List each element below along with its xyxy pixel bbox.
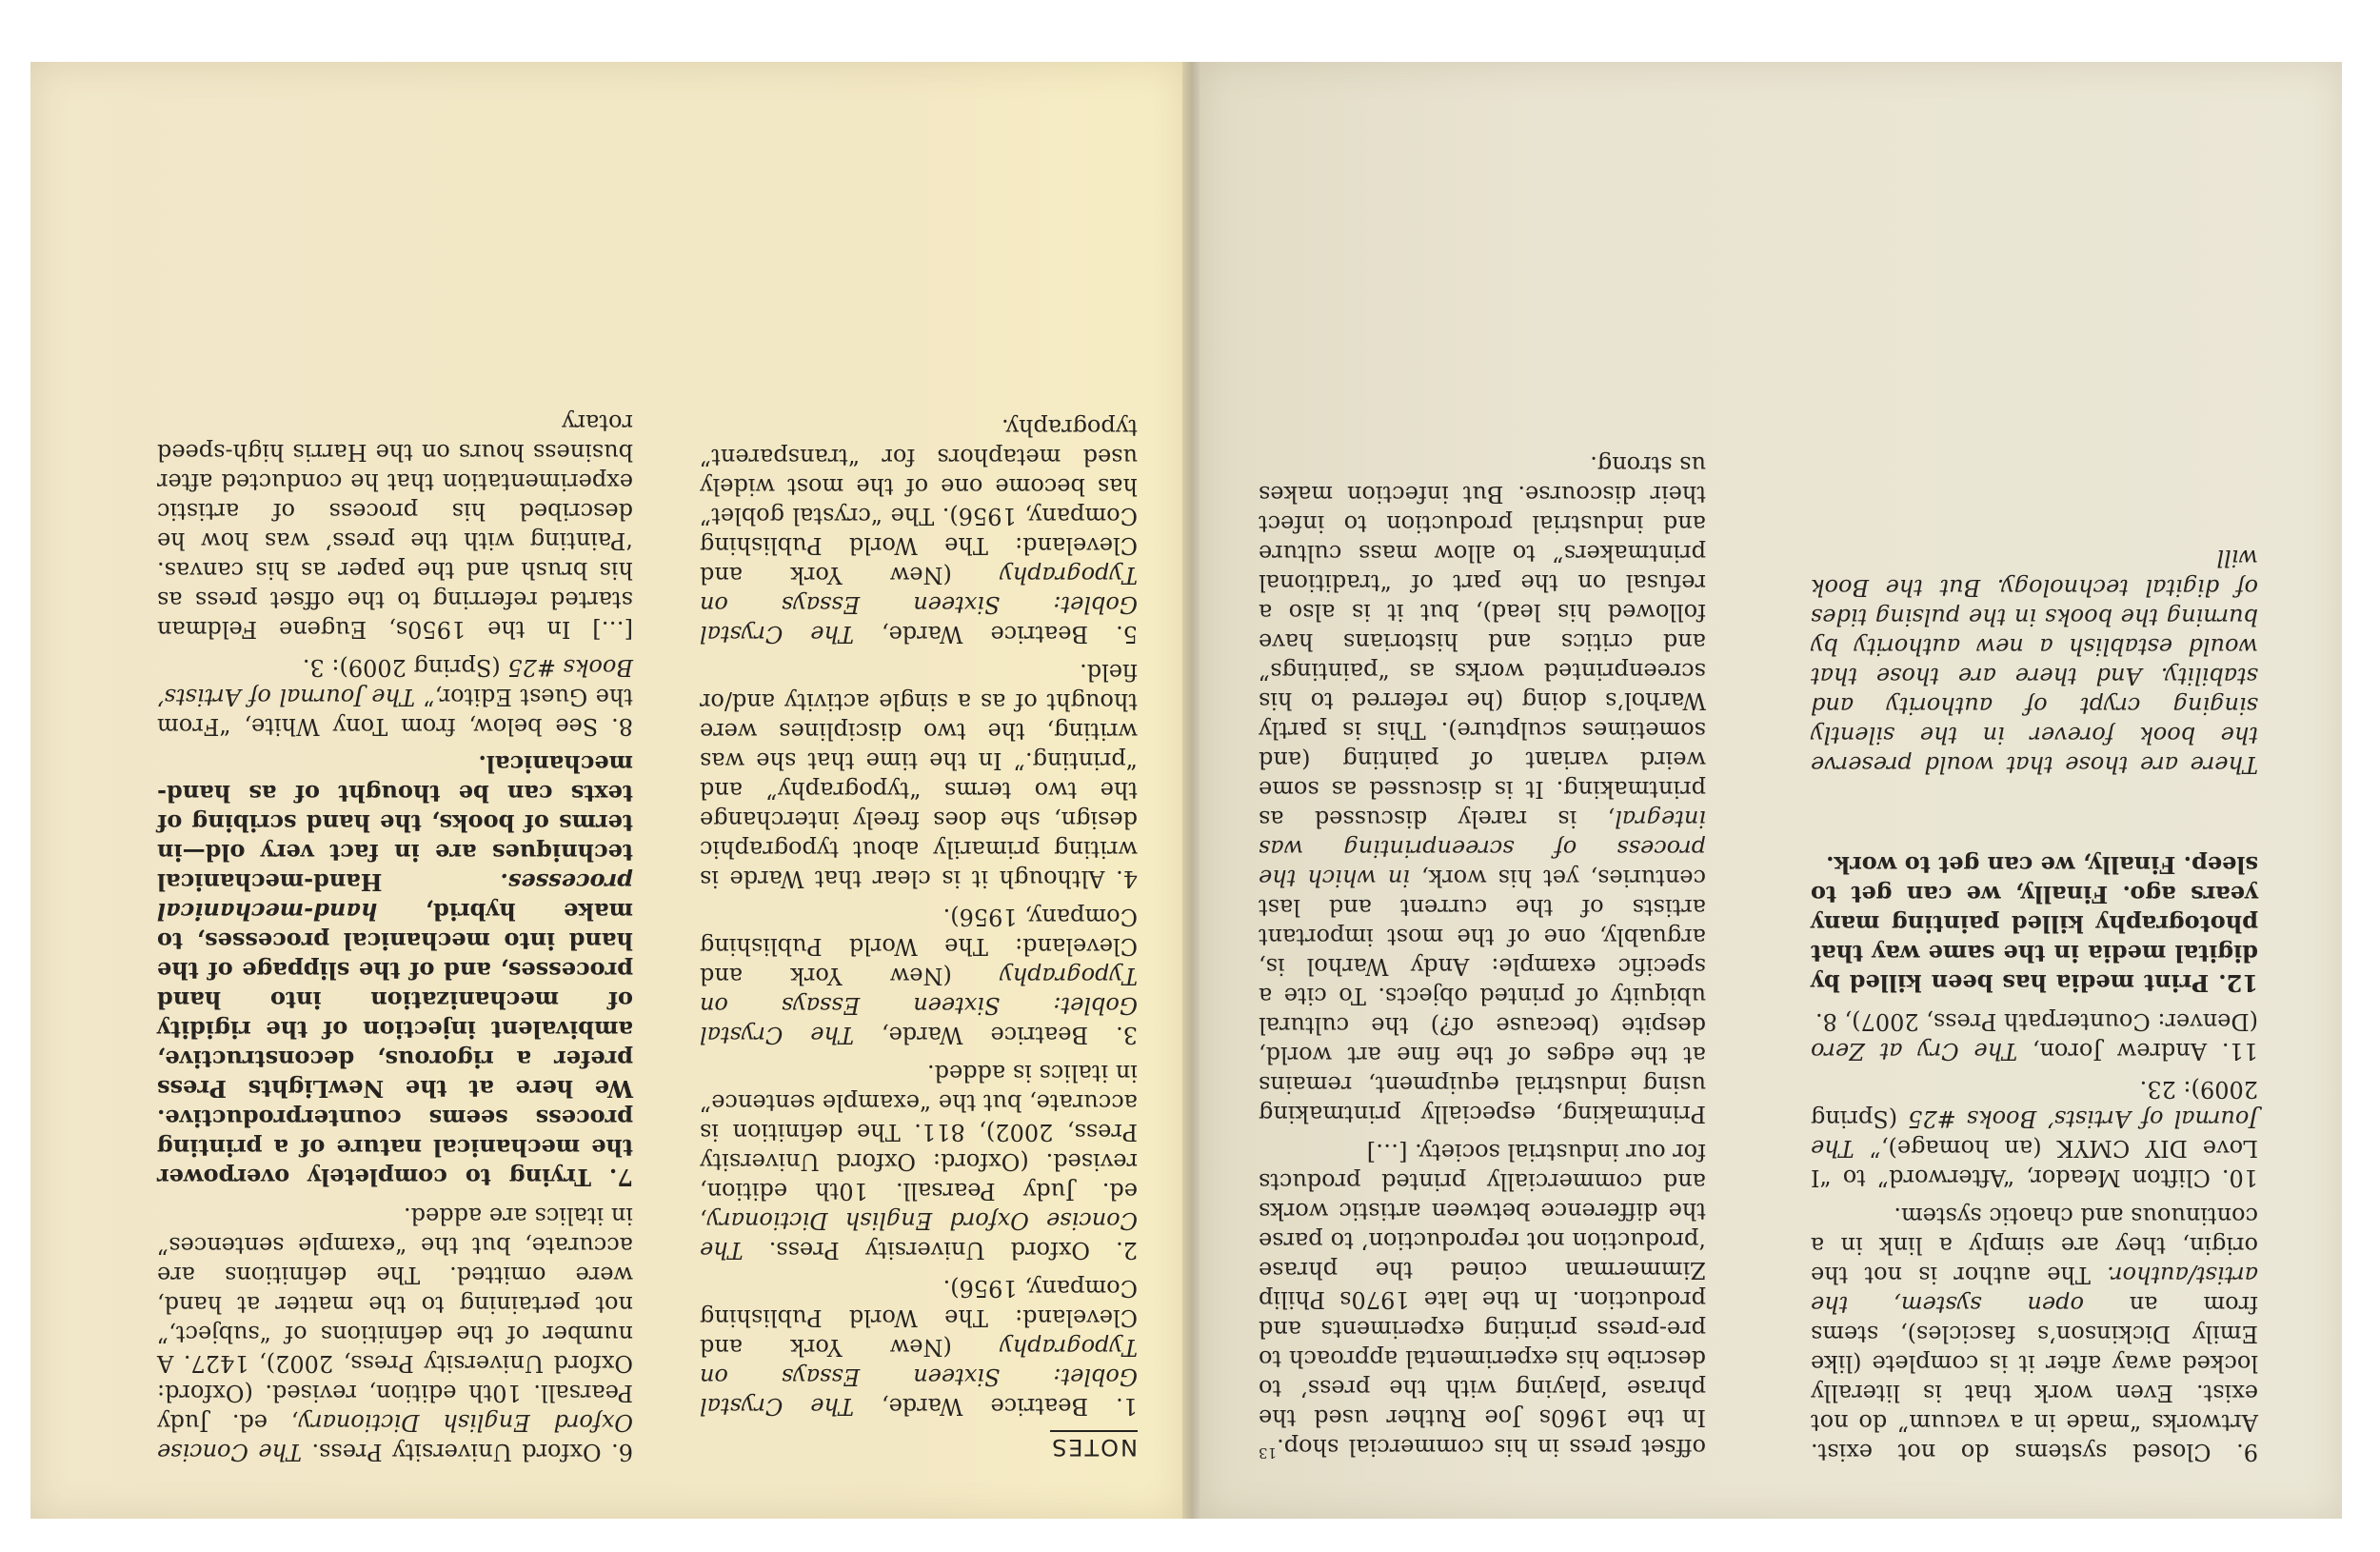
book-gutter (1182, 62, 1200, 1519)
notes-column-3 (1811, 10, 2258, 1466)
note-6: 6. Oxford University Press. The Concise Oxford English Dictionary, ed. Judy Pearsall. 10th edition, revised. (Oxford: Oxford University Press, 2002), 1427. A number of the definitions of “subject,” not pertaining to the matter at hand, were omitted. The definitions are accurate, but the “example sentences” in italics are added. (157, 1203, 633, 1465)
epigraph: There are those that would preserve the book forever in the silently singing crypt of authority and stability. And there are those that would establish a new authority by burning the books in the pulsing tides of digital technology. But the Book will (1811, 545, 2258, 778)
note-5: 5. Beatrice Warde, The Crystal Goblet: Sixteen Essays on Typography (New York and Cleveland: The World Publishing Company, 1956). The “crystal goblet” has become one of the most widely used metaphors for “transparent” typography. (700, 414, 1138, 647)
quote-continuation-column (1259, 5, 1706, 1462)
note-12: 12. Print media has been killed by digital media in the same way that photography killed painting many years ago. Finally, we can get to sleep. Finally, we can get to work. (1811, 851, 2258, 997)
quote-continued: offset press in his commercial shop.$^{13}$ In the 1960s Joe Ruther used the phrase ‘playing with the press’ to describe his experimental approach to pre-press printing experiments and production. In the late 1970s Philip Zimmerman coined the phrase ‘production not reproduction’ to parse the difference between artistic works and commercially printed products for our industrial society. […] (1259, 1139, 1706, 1462)
note-7: 7. Trying to completely overpower the mechanical nature of a printing process seems counterproductive. We here at the NewLights Press prefer a rigorous, deconstructive, ambivalent injection of the rigidity of mechanization into hand processes, and of the slippage of the hand into mechanical processes, to make hybrid, hand-mechanical processes. Hand-mechanical techniques are in fact very old—in terms of books, the hand scribing of texts can be thought of as hand-mechanical. (157, 750, 633, 1191)
note-2: 2. Oxford University Press. The Concise Oxford English Dictionary, ed. Judy Pearsall. 10th edition, revised. (Oxford: Oxford University Press, 2002), 811. The definition is accurate, but the “example sentence” in italics is added. (700, 1060, 1138, 1263)
note-3: 3. Beatrice Warde, The Crystal Goblet: Sixteen Essays on Typography (New York and Cleveland: The World Publishing Company, 1956). (700, 904, 1138, 1048)
note-1: 1. Beatrice Warde, The Crystal Goblet: Sixteen Essays on Typography (New York and Cleveland: The World Publishing Company, 1956). (700, 1275, 1138, 1420)
note-4: 4. Although it is clear that Warde is writing primarily about typographic design, she does freely interchange the two terms “typography” and “printing.” In the time that she was writing, the two disciplines were thought of as a single activity and/or field. (700, 659, 1138, 892)
notes-column-2 (157, 10, 633, 1466)
note-8-quote: […] In the 1950s, Eugene Feldman started referring to the offset press as his brush and the paper as his canvas. ‘Painting with the press’ was how he described his process of artistic experimentation that he conducted after business hours on the Harris high-speed rotary (157, 409, 633, 643)
note-8: 8. See below, from Tony White, “From the Guest Editor,” The Journal of Artists’ Books #25 (Spring 2009): 3. (156, 654, 633, 740)
note-11: 11. Andrew Joron, The Cry at Zero (Denver: Counterpath Press, 2007), 8. (1810, 1008, 2258, 1065)
notes-column (700, 5, 1138, 1462)
notes-heading: NOTES (1050, 1430, 1138, 1462)
note-9: 9. Closed systems do not exist. Artworks “made in a vacuum” do not exist. Even work that is literally locked away after it is complete (like Emily Dickinson’s fascicles), stems from an open system, the artist/author. The author is not the origin, they are simply a link in a continuous and chaotic system. (1811, 1203, 2258, 1465)
note-10: 10. Clifton Meador, “Afterword” to “I Love DIY CMYK (an homage),” The Journal of Artists’ Books #25 (Spring 2009): 23. (1811, 1076, 2258, 1191)
printmaking-paragraph: Printmaking, especially printmaking using industrial equipment, remains at the edges of the fine art world, despite (because of?) the cultural ubiquity of printed objects. To cite a specific example: Andy Warhol is, arguably, one of the most important artists of the current and last centuries, yet his work, in which the process of screenprinting was integral, is rarely discussed as printmaking. It is discussed as some weird variant of painting (and sometimes sculpture). This is partly Warhol’s doing (he referred to his screenprinted works as “paintings” and critics and historians have followed his lead), but it is also a refusal on the part of “traditional printmakers” to allow mass culture and industrial production to infect their discourse. But infection makes us strong. (1259, 451, 1706, 1127)
